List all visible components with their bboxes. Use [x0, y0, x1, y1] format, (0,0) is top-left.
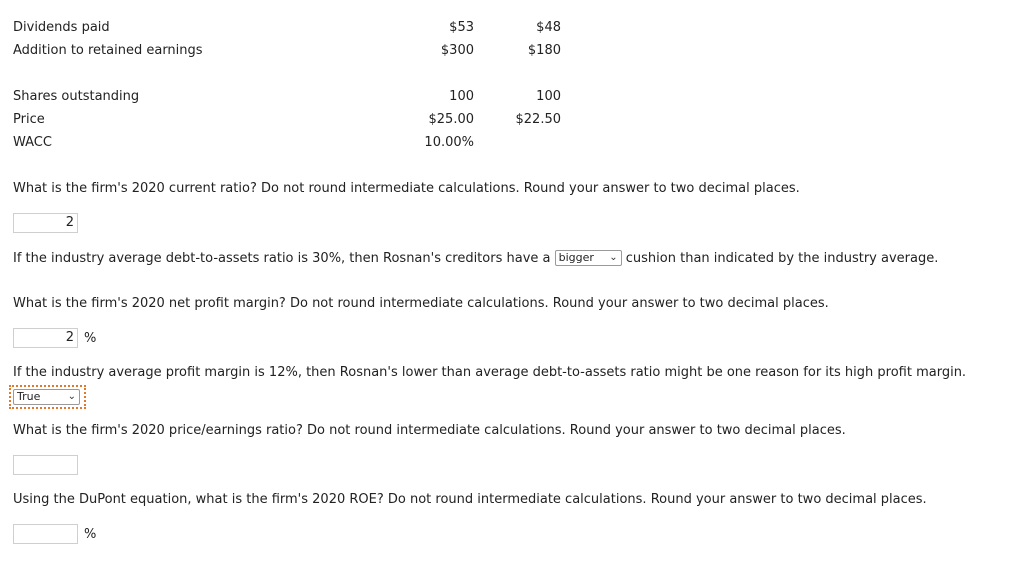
net-profit-margin-input[interactable]: 2: [13, 328, 78, 348]
question-debt-cushion: [13, 250, 938, 266]
question-dupont-roe: Using the DuPont equation, what is the firm's 2020 ROE? Do not round intermediate calculations. Round your answer to two decimal places.: [13, 492, 927, 507]
row-label-dividends: Dividends paid: [13, 20, 110, 35]
net-profit-margin-unit: %: [84, 331, 97, 346]
question-net-profit-margin: What is the firm's 2020 net profit margin? Do not round intermediate calculations. Round your answer to two decimal places.: [13, 296, 829, 311]
true-false-select-value: True: [17, 390, 41, 403]
row-value-price-2019: $22.50: [515, 112, 561, 127]
chevron-down-icon: ⌄: [609, 252, 618, 263]
row-value-dividends-2019: $48: [536, 20, 561, 35]
pe-ratio-input[interactable]: [13, 455, 78, 475]
roe-unit: %: [84, 527, 97, 542]
row-value-retained-2019: $180: [527, 43, 561, 58]
row-value-shares-2020: 100: [449, 89, 474, 104]
question-profit-margin-reason: If the industry average profit margin is 12%, then Rosnan's lower than average debt-to-assets ratio might be one reason for its high profit margin.: [13, 365, 967, 380]
row-label-shares: Shares outstanding: [13, 89, 140, 104]
row-value-shares-2019: 100: [536, 89, 561, 104]
roe-input[interactable]: [13, 524, 78, 544]
row-label-wacc: WACC: [13, 135, 52, 150]
row-label-retained: Addition to retained earnings: [13, 43, 203, 58]
question-pe-ratio: What is the firm's 2020 price/earnings ratio? Do not round intermediate calculations. Round your answer to two decimal places.: [13, 423, 846, 438]
cushion-select-value: bigger: [558, 251, 594, 264]
true-false-select[interactable]: [13, 389, 80, 405]
row-value-price-2020: $25.00: [428, 112, 474, 127]
chevron-down-icon: ⌄: [67, 391, 76, 402]
cushion-select[interactable]: [555, 250, 622, 266]
question-debt-cushion-before: If the industry average debt-to-assets ratio is 30%, then Rosnan's creditors have a: [13, 251, 551, 266]
current-ratio-input[interactable]: 2: [13, 213, 78, 233]
row-value-dividends-2020: $53: [449, 20, 474, 35]
row-value-wacc-2020: 10.00%: [424, 135, 474, 150]
row-label-price: Price: [13, 112, 45, 127]
question-current-ratio: What is the firm's 2020 current ratio? Do not round intermediate calculations. Round your answer to two decimal places.: [13, 181, 800, 196]
row-value-retained-2020: $300: [440, 43, 474, 58]
question-debt-cushion-after: cushion than indicated by the industry average.: [625, 251, 939, 266]
